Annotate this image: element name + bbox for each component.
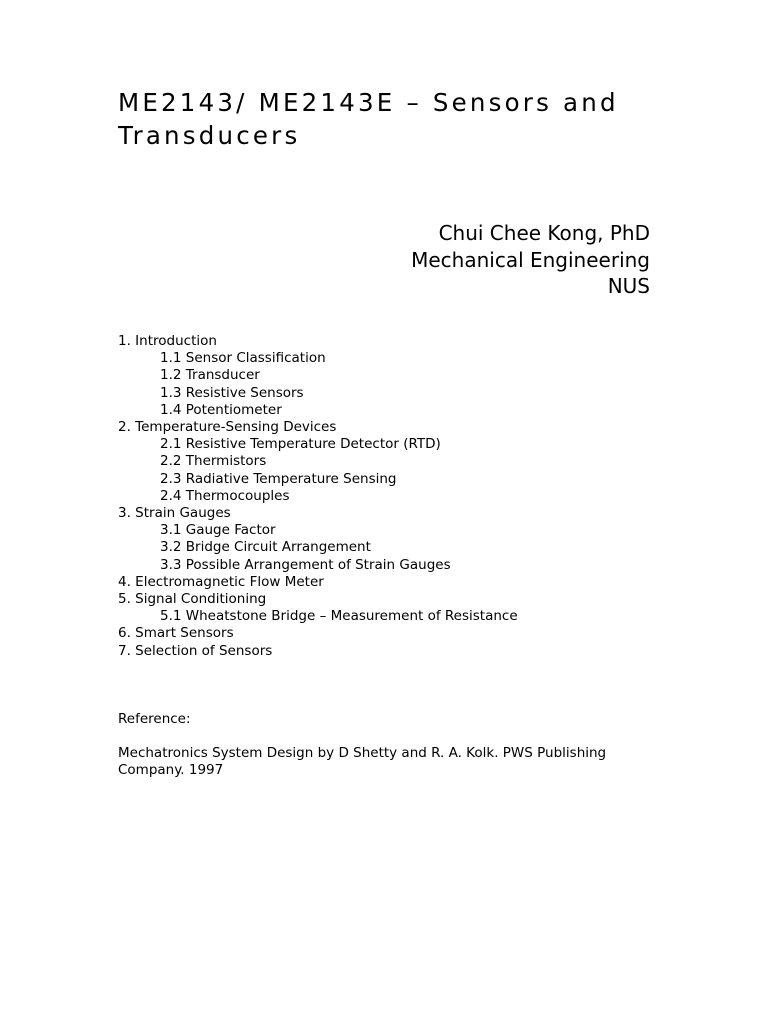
reference-text: Mechatronics System Design by D Shetty and R. A. Kolk. PWS Publishing Company. 1997 <box>118 745 607 779</box>
toc-section: 6. Smart Sensors <box>118 625 234 642</box>
document-title <box>118 86 718 152</box>
toc-subsection: 2.3 Radiative Temperature Sensing <box>160 470 397 487</box>
toc-section: 1. Introduction <box>118 333 217 349</box>
toc-subsection: 1.4 Potentiometer <box>160 401 282 418</box>
reference-label: Reference: <box>118 711 191 727</box>
author-block <box>411 220 650 300</box>
toc-subsection: 3.1 Gauge Factor <box>160 522 276 539</box>
toc-subsection: 2.2 Thermistors <box>160 453 267 470</box>
table-of-contents <box>118 333 518 660</box>
toc-section: 4. Electromagnetic Flow Meter <box>118 573 324 590</box>
author-name: Chui Chee Kong, PhD <box>438 221 650 245</box>
toc-subsection: 5.1 Wheatstone Bridge – Measurement of Resistance <box>160 608 518 625</box>
toc-subsection: 2.1 Resistive Temperature Detector (RTD) <box>160 436 441 453</box>
toc-section: 7. Selection of Sensors <box>118 642 273 659</box>
author-department: Mechanical Engineering <box>411 247 650 272</box>
toc-section: 5. Signal Conditioning <box>118 591 267 608</box>
toc-subsection: 2.4 Thermocouples <box>160 487 290 504</box>
author-institution: NUS <box>607 274 650 298</box>
toc-subsection: 3.3 Possible Arrangement of Strain Gauges <box>160 556 451 573</box>
toc-section: 3. Strain Gauges <box>118 505 231 522</box>
toc-subsection: 3.2 Bridge Circuit Arrangement <box>160 539 371 556</box>
toc-section: 2. Temperature-Sensing Devices <box>118 419 337 436</box>
toc-subsection: 1.1 Sensor Classification <box>160 350 326 367</box>
title-line-2: Transducers <box>118 121 301 150</box>
title-line-1: ME2143/ ME2143E – Sensors and <box>118 88 619 117</box>
toc-subsection: 1.3 Resistive Sensors <box>160 384 304 401</box>
toc-subsection: 1.2 Transducer <box>160 367 260 384</box>
